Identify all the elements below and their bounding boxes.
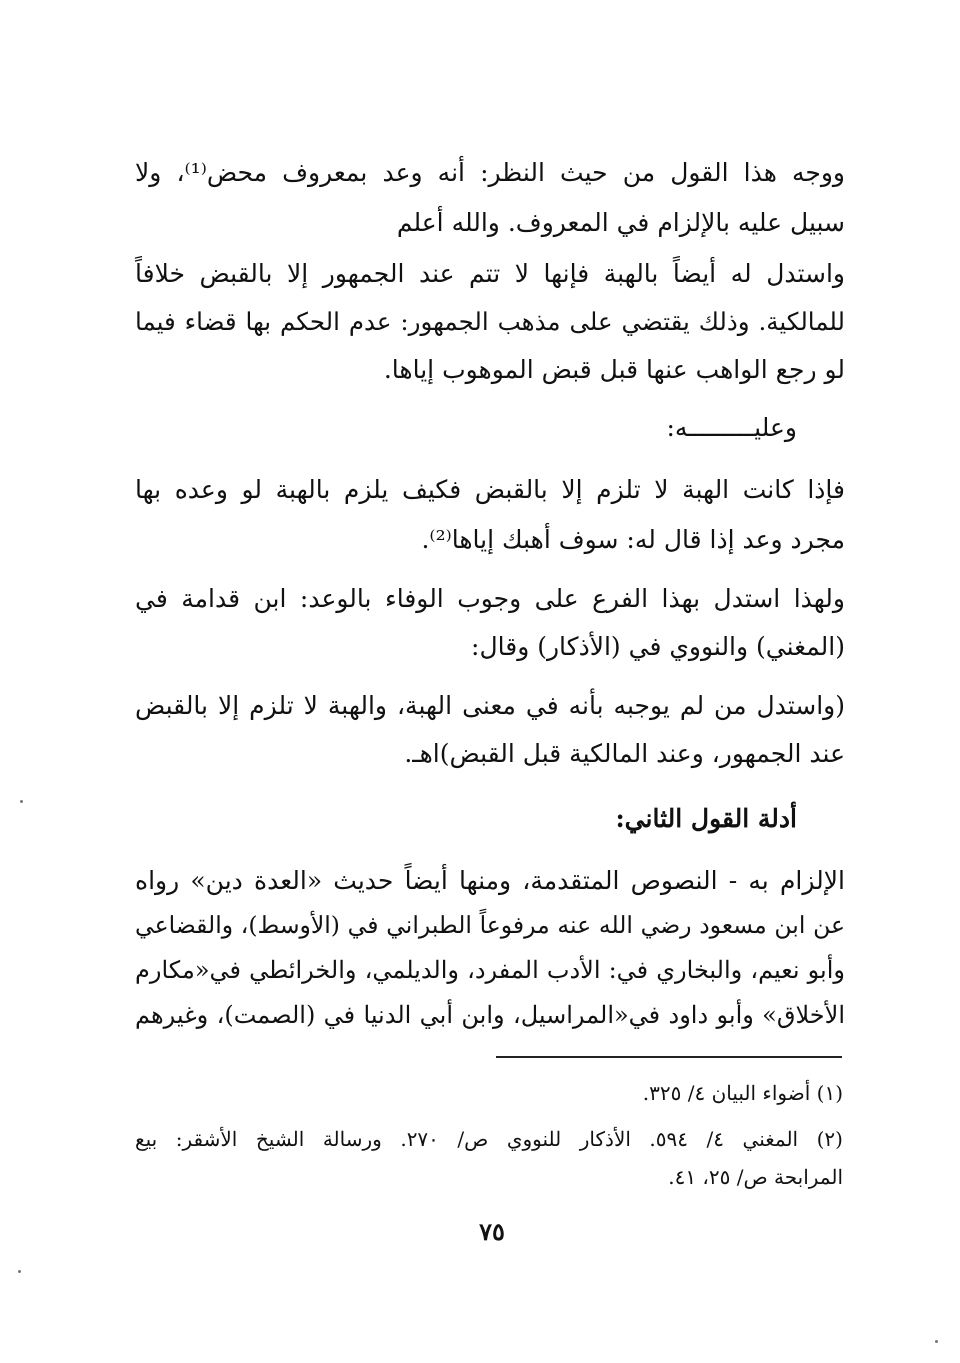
paragraph-quotation [135, 682, 845, 778]
text-line: (المغني) والنووي في (الأذكار) وقال: [471, 632, 845, 661]
paragraph-view-of-first-opinion [135, 148, 845, 248]
text-line: الإلزام به - النصوص المتقدمة، ومنها أيضاً حديث «العدة دين» رواه [135, 866, 845, 895]
text-line: الأخلاق» وأبو داود في«المراسيل، وابن أبي الدنيا في (الصمت)، وغيرهم [135, 1001, 845, 1029]
text-line: عند الجمهور، وعند المالكية قبل القبض)اهـ. [404, 739, 845, 768]
text-line: لو رجع الواهب عنها قبل قبض الموهوب إياها. [383, 355, 845, 384]
therefore-label: وعليـــــــــه: [666, 413, 797, 442]
page-number: ٧٥ [479, 1217, 505, 1246]
paragraph-evidence [135, 858, 845, 1038]
text-line: سبيل عليه بالإلزام في المعروف. والله أعلم [396, 208, 845, 237]
footnote-line: (١) أضواء البيان ٤/ ٣٢٥. [642, 1081, 843, 1105]
footnote-line: المرابحة ص/ ٢٥، ٤١. [668, 1165, 843, 1189]
footnote-1 [135, 1074, 843, 1112]
text-line: ووجه هذا القول من حيث النظر: أنه وعد بمعروف محض⁽¹⁾، ولا [135, 158, 845, 187]
scan-speck [935, 1340, 938, 1343]
scan-speck [20, 800, 23, 803]
text-line: واستدل له أيضاً بالهبة فإنها لا تتم عند الجمهور إلا بالقبض خلافاً [135, 259, 845, 288]
footnote-2 [135, 1120, 843, 1196]
scan-speck [18, 1270, 21, 1273]
paragraph-gift-argument [135, 250, 845, 394]
text-line: للمالكية. وذلك يقتضي على مذهب الجمهور: عدم الحكم بها قضاء فيما [135, 307, 845, 336]
paragraph-gift-condition [135, 465, 845, 565]
text-line: مجرد وعد إذا قال له: سوف أهبك إياها⁽²⁾. [421, 525, 845, 554]
text-line: وأبو نعيم، والبخاري في: الأدب المفرد، والديلمي، والخرائطي في«مكارم [135, 956, 845, 984]
text-line: ولهذا استدل بهذا الفرع على وجوب الوفاء بالوعد: ابن قدامة في [135, 584, 845, 613]
footnote-line: (٢) المغني ٤/ ٥٩٤. الأذكار للنووي ص/ ٢٧٠. ورسالة الشيخ الأشقر: بيع [135, 1127, 843, 1151]
paragraph-ibn-qudama [135, 575, 845, 671]
footnote-separator [496, 1056, 842, 1058]
text-line: (واستدل من لم يوجبه بأنه في معنى الهبة، والهبة لا تلزم إلا بالقبض [135, 691, 845, 720]
text-line: عن ابن مسعود رضي الله عنه مرفوعاً الطبراني في (الأوسط)، والقضاعي [135, 911, 845, 939]
section-heading: أدلة القول الثاني: [615, 804, 797, 833]
text-line: فإذا كانت الهبة لا تلزم إلا بالقبض فكيف يلزم بالهبة لو وعده بها [135, 475, 845, 504]
